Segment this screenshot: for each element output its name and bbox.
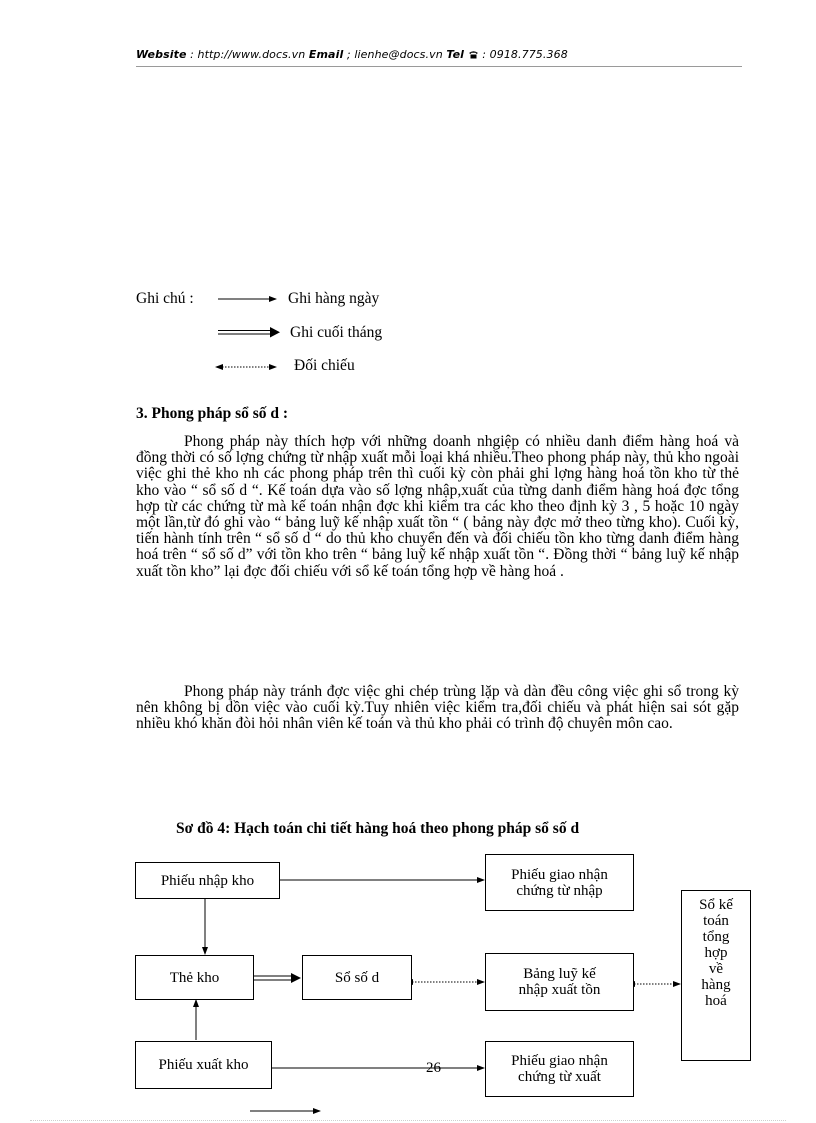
box-pgn-xuat-line1: Phiếu giao nhận [511,1053,608,1069]
box-phieu-giao-nhan-xuat [485,1041,634,1097]
box-phieu-xuat-kho-label: Phiếu xuất kho [158,1057,249,1073]
box-the-kho-label: Thẻ kho [169,969,220,986]
website-label: Website [136,48,187,61]
box-pgn-nhap-line1: Phiếu giao nhận [511,866,608,883]
box-bang-luy-ke-line2: nhập xuất tồn [518,982,601,998]
legend-title: Ghi chú : [136,290,194,307]
legend-monthly-label: Ghi cuối tháng [290,324,383,341]
box-so-ke-toan-line: hàng [701,977,731,993]
diagram-caption: Sơ đồ 4: Hạch toán chi tiết hàng hoá theo phong pháp sổ số d [176,820,580,837]
box-bang-luy-ke [485,953,634,1011]
legend-monthly-arrow [218,327,280,338]
legend-daily-label: Ghi hàng ngày [288,290,380,307]
legend-reconcile-label: Đối chiếu [294,357,355,374]
box-so-ke-toan-tong-hop [681,890,751,1061]
section-heading: 3. Phong pháp sổ số d : [136,405,289,422]
box-so-so-du-label: Sổ số d [334,969,380,986]
tel-label: Tel [446,48,465,61]
box-phieu-xuat-kho [135,1041,272,1089]
email-value: ; lienhe@docs.vn [343,48,447,61]
bottom-divider [30,1120,786,1121]
tel-value: : 0918.775.368 [478,48,568,61]
page-number: 26 [426,1060,441,1076]
box-so-ke-toan-line: về [708,961,724,977]
arrow-the-kho-to-so-so-du [253,973,301,983]
paragraph-1: Phong pháp này thích hợp với những doanh nhgiệp có nhiều danh điểm hàng hoá và đồng thời có số lợng chứng từ nhập xuất mỗi loại khá nhiều.Theo phong pháp này, thủ kho ngoài việc ghi thẻ kho nh các phong pháp trên thì cuối kỳ còn phải ghi lợng hàng hoá tồn kho từ thẻ kho vào “ sổ số d “. Kế toán dựa vào số lợng nhập,xuất của từng danh điểm hàng hoá đợc tổng hợp từ các chứng từ mà kế toán nhận đợc khi kiểm tra các kho theo định kỳ 3 , 5 hoặc 10 ngày một lần,từ đó ghi vào “ bảng luỹ kế nhập xuất tồn “ ( bảng này đợc mở theo từng kho). Cuối kỳ, tiến hành tính trên “ sổ số d “ do thủ kho chuyển đến và đối chiếu tồn kho từng danh điểm hàng hoá trên “ sổ số d” với tồn kho trên “ bảng luỹ kế nhập xuất tồn “. Đồng thời “ bảng luỹ kế nhập xuất tồn kho” lại đợc đối chiếu với sổ kế toán tổng hợp về hàng hoá . [136,433,739,580]
box-the-kho [135,955,254,1000]
box-so-ke-toan-line: hoá [705,993,727,1009]
box-so-so-du [302,955,412,1000]
box-pgn-nhap-line2: chứng từ nhập [516,882,603,899]
box-phieu-nhap-kho [135,862,280,899]
box-so-ke-toan-line: toán [703,913,729,929]
box-so-ke-toan-line: tổng [702,929,730,945]
email-label: Email [308,48,344,61]
paragraph-2: Phong pháp này tránh đợc việc ghi chép trùng lặp và dàn đều công việc ghi sổ trong kỳ nên không bị dồn việc vào cuối kỳ.Tuy nhiên việc kiểm tra,đối chiếu và phát hiện sai sót gặp nhiều khó khăn đòi hỏi nhân viên kế toán và thủ kho phải có trình độ chuyên môn cao. [136,683,739,733]
box-bang-luy-ke-line1: Bảng luỹ kế [523,966,596,982]
box-phieu-nhap-kho-label: Phiếu nhập kho [160,872,255,889]
box-phieu-giao-nhan-nhap [485,854,634,911]
website-value: : http://www.docs.vn [186,48,309,61]
box-so-ke-toan-line: hợp [704,945,728,961]
box-pgn-xuat-line2: chứng từ xuất [518,1069,601,1085]
box-so-ke-toan-line: Sổ kế [699,897,733,913]
